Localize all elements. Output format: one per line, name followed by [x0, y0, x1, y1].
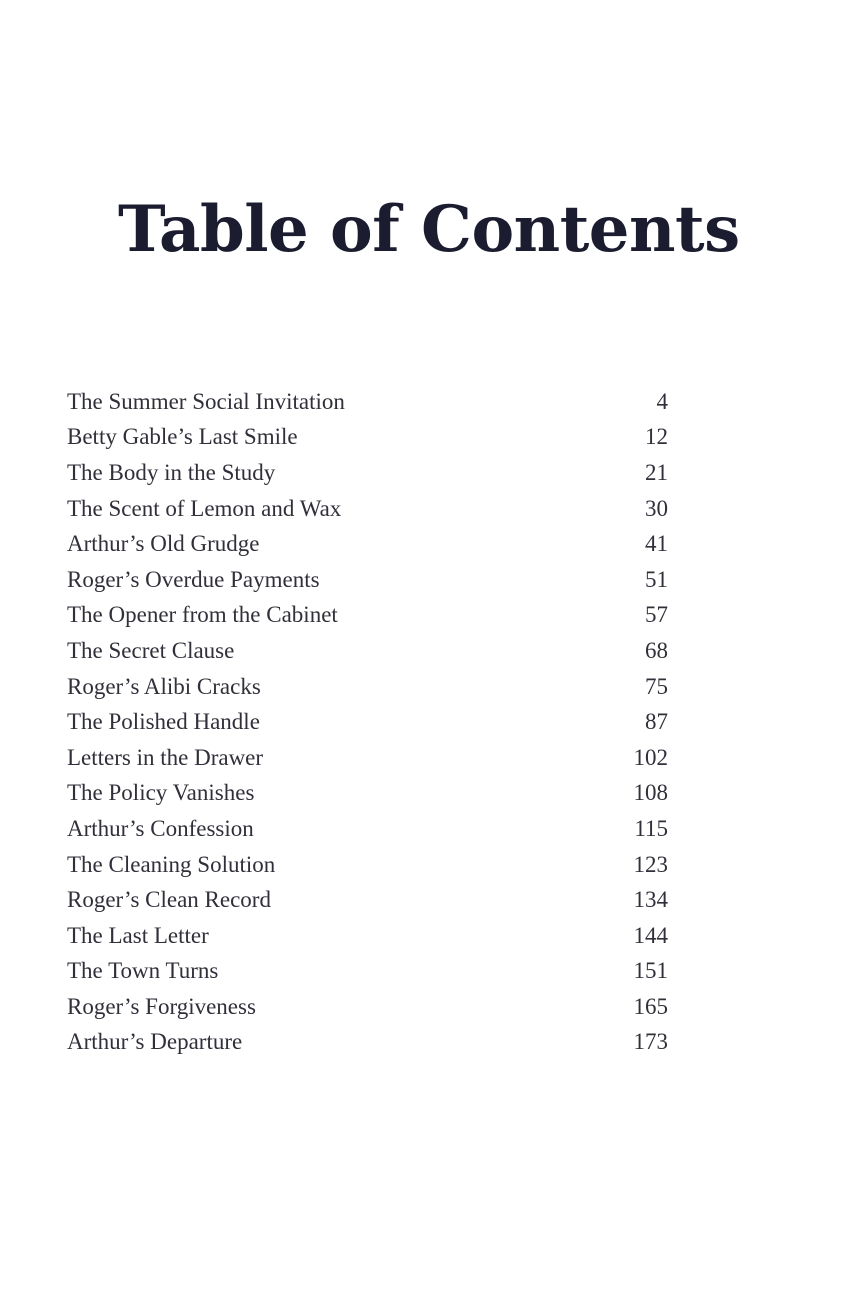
- toc-entry[interactable]: [67, 847, 668, 883]
- toc-entry-page-number: 151: [633, 958, 668, 984]
- toc-entry-title: Betty Gable’s Last Smile: [67, 424, 298, 450]
- toc-entry-page-number: 115: [634, 815, 668, 841]
- toc-entry-page-number: 4: [656, 388, 668, 414]
- toc-entry[interactable]: [67, 989, 668, 1025]
- toc-entry-title: The Town Turns: [67, 958, 219, 984]
- toc-entry[interactable]: [67, 918, 668, 954]
- toc-entry-page-number: 173: [633, 1029, 668, 1055]
- toc-entry-page-number: 102: [633, 744, 668, 770]
- toc-entry[interactable]: [67, 526, 668, 562]
- toc-entry-title: The Secret Clause: [67, 637, 235, 663]
- toc-entry-page-number: 57: [645, 602, 668, 628]
- toc-entry-page-number: 41: [645, 531, 668, 557]
- toc-entry-title: The Polished Handle: [67, 709, 260, 735]
- toc-entry-page-number: 12: [645, 424, 668, 450]
- toc-entry-page-number: 134: [633, 887, 668, 913]
- toc-entry-page-number: 75: [645, 673, 668, 699]
- toc-entry-title: Arthur’s Confession: [67, 815, 254, 841]
- toc-entry[interactable]: [67, 562, 668, 598]
- toc-entry-title: The Opener from the Cabinet: [67, 602, 338, 628]
- toc-entry[interactable]: [67, 669, 668, 705]
- toc-entry[interactable]: [67, 811, 668, 847]
- toc-entry-title: Roger’s Alibi Cracks: [67, 673, 261, 699]
- toc-entry-title: The Cleaning Solution: [67, 851, 276, 877]
- toc-entry-page-number: 165: [633, 993, 668, 1019]
- toc-entry-title: The Summer Social Invitation: [67, 388, 345, 414]
- toc-entry[interactable]: [67, 384, 668, 420]
- toc-entry[interactable]: [67, 420, 668, 456]
- page-title: Table of Contents: [118, 192, 740, 267]
- toc-list: [67, 384, 668, 1060]
- toc-entry-title: The Scent of Lemon and Wax: [67, 495, 342, 521]
- toc-entry[interactable]: [67, 1025, 668, 1061]
- toc-entry-page-number: 68: [645, 637, 668, 663]
- toc-entry[interactable]: [67, 491, 668, 527]
- toc-entry[interactable]: [67, 776, 668, 812]
- toc-entry[interactable]: [67, 954, 668, 990]
- toc-entry-title: The Last Letter: [67, 922, 209, 948]
- toc-entry[interactable]: [67, 704, 668, 740]
- toc-entry[interactable]: [67, 455, 668, 491]
- toc-entry-page-number: 123: [633, 851, 668, 877]
- toc-entry-page-number: 87: [645, 709, 668, 735]
- toc-entry-page-number: 21: [645, 459, 668, 485]
- toc-entry[interactable]: [67, 882, 668, 918]
- toc-entry-page-number: 51: [645, 566, 668, 592]
- toc-entry-page-number: 144: [633, 922, 668, 948]
- toc-entry[interactable]: [67, 633, 668, 669]
- toc-entry-title: The Policy Vanishes: [67, 780, 255, 806]
- toc-entry-title: Roger’s Forgiveness: [67, 993, 256, 1019]
- toc-entry-title: Letters in the Drawer: [67, 744, 264, 770]
- toc-entry-page-number: 108: [633, 780, 668, 806]
- toc-entry-page-number: 30: [645, 495, 668, 521]
- toc-entry-title: Roger’s Clean Record: [67, 887, 271, 913]
- toc-entry-title: Arthur’s Old Grudge: [67, 531, 260, 557]
- toc-entry-title: The Body in the Study: [67, 459, 276, 485]
- toc-entry-title: Arthur’s Departure: [67, 1029, 243, 1055]
- toc-entry-title: Roger’s Overdue Payments: [67, 566, 320, 592]
- toc-entry[interactable]: [67, 740, 668, 776]
- toc-entry[interactable]: [67, 598, 668, 634]
